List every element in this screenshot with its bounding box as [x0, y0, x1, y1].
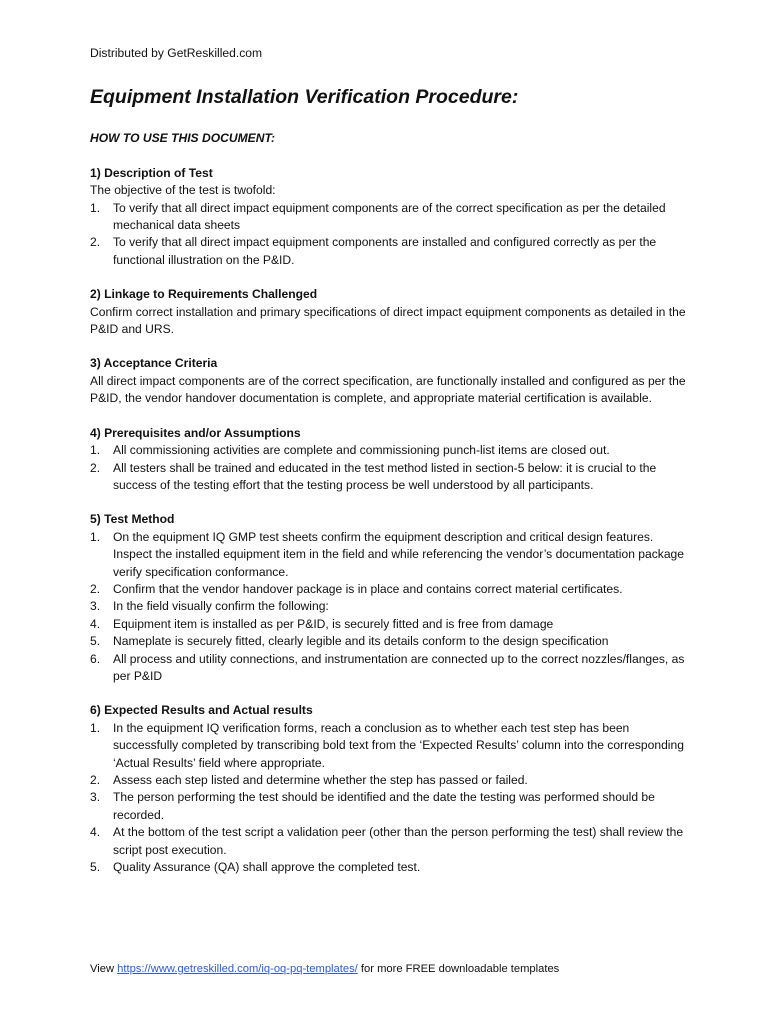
section-prerequisites — [90, 425, 688, 495]
list-item — [90, 789, 688, 824]
list-item — [90, 598, 688, 615]
section-title: 5) Test Method — [90, 512, 175, 527]
list-number: 2. — [90, 460, 101, 475]
list-number: 3. — [90, 599, 101, 614]
section-intro: The objective of the test is twofold: — [90, 183, 276, 198]
list-number: 1. — [90, 529, 101, 544]
list-item-text: Nameplate is securely fitted, clearly legible and its details conform to the design specification — [113, 634, 609, 649]
list-number: 1. — [90, 443, 101, 458]
list-item — [90, 442, 688, 459]
list-item-text: To verify that all direct impact equipment components are installed and configured correctly as per the functional illustration on the P&ID. — [113, 235, 657, 267]
list-number: 5. — [90, 634, 101, 649]
list-item-text: In the equipment IQ verification forms, reach a conclusion as to whether each test step has been successfully completed by transcribing bold text from the ‘Expected Results’ column into the corresponding ‘Actual Results’ field where appropriate. — [113, 720, 684, 770]
list-number: 1. — [90, 720, 101, 735]
page-title: Equipment Installation Verification Procedure: — [90, 86, 519, 109]
list-number: 4. — [90, 825, 101, 840]
list-item-text: The person performing the test should be identified and the date the testing was performed should be recorded. — [113, 790, 655, 822]
numbered-list — [90, 200, 688, 270]
footer — [90, 961, 559, 978]
list-item-text: All testers shall be trained and educated in the test method listed in section-5 below: it is crucial to the success of the testing effort that the testing process be well understood by all participants. — [113, 460, 657, 492]
templates-link[interactable]: https://www.getreskilled.com/iq-oq-pq-templates/ — [117, 963, 358, 975]
section-title: 4) Prerequisites and/or Assumptions — [90, 425, 301, 440]
section-test-method — [90, 511, 688, 685]
list-number: 2. — [90, 773, 101, 787]
list-item — [90, 581, 688, 598]
list-number: 1. — [90, 200, 101, 215]
section-description-of-test — [90, 165, 688, 269]
list-number: 6. — [90, 651, 101, 666]
list-item — [90, 859, 688, 876]
distributed-by-header: Distributed by GetReskilled.com — [90, 46, 263, 60]
section-linkage — [90, 286, 688, 338]
list-item-text: Confirm that the vendor handover package is in place and contains correct material certificates. — [113, 581, 623, 596]
list-item — [90, 616, 688, 633]
section-title: 2) Linkage to Requirements Challenged — [90, 287, 318, 302]
list-item — [90, 651, 688, 686]
list-item-text: All commissioning activities are complete and commissioning punch-list items are closed out. — [113, 443, 610, 458]
section-title: 1) Description of Test — [90, 165, 213, 180]
list-item-text: Quality Assurance (QA) shall approve the completed test. — [113, 860, 421, 875]
list-item — [90, 234, 688, 269]
list-item — [90, 772, 688, 789]
how-to-heading: HOW TO USE THIS DOCUMENT: — [90, 131, 275, 146]
list-item — [90, 200, 688, 235]
list-number: 5. — [90, 860, 101, 875]
list-item-text: At the bottom of the test script a validation peer (other than the person performing the test) shall review the script post execution. — [113, 825, 684, 857]
list-item-text: To verify that all direct impact equipment components are of the correct specification as per the detailed mechanical data sheets — [113, 200, 666, 233]
list-item — [90, 824, 688, 859]
section-title: 6) Expected Results and Actual results — [90, 703, 313, 718]
list-item — [90, 633, 688, 650]
list-item-text: Assess each step listed and determine whether the step has passed or failed. — [113, 773, 528, 787]
list-number: 2. — [90, 235, 101, 250]
numbered-list — [90, 529, 688, 686]
numbered-list — [90, 720, 688, 877]
list-number: 4. — [90, 616, 101, 631]
section-expected-results — [90, 702, 688, 876]
list-item — [90, 720, 688, 772]
list-item-text: In the field visually confirm the following: — [113, 599, 329, 614]
numbered-list — [90, 442, 688, 494]
footer-suffix: for more FREE downloadable templates — [360, 963, 560, 975]
section-body: Confirm correct installation and primary specifications of direct impact equipment components as detailed in the P&ID and URS. — [90, 304, 686, 337]
footer-prefix: View — [90, 963, 115, 975]
list-item — [90, 460, 688, 495]
section-title: 3) Acceptance Criteria — [90, 356, 218, 371]
list-item-text: All process and utility connections, and instrumentation are connected up to the correct nozzles/flanges, as per P&ID — [113, 651, 685, 683]
list-item — [90, 529, 688, 581]
list-number: 3. — [90, 790, 101, 805]
section-body: All direct impact components are of the correct specification, are functionally installed and configured as per the P&ID, the vendor handover documentation is complete, and appropriate material certification is available. — [90, 373, 686, 406]
list-item-text: On the equipment IQ GMP test sheets confirm the equipment description and critical design features. Inspect the installed equipment item in the field and while referencing the vendor’s documentation package verify specification conformance. — [113, 529, 685, 579]
list-item-text: Equipment item is installed as per P&ID, is securely fitted and is free from damage — [113, 616, 554, 631]
list-number: 2. — [90, 581, 101, 596]
section-acceptance-criteria — [90, 355, 688, 407]
